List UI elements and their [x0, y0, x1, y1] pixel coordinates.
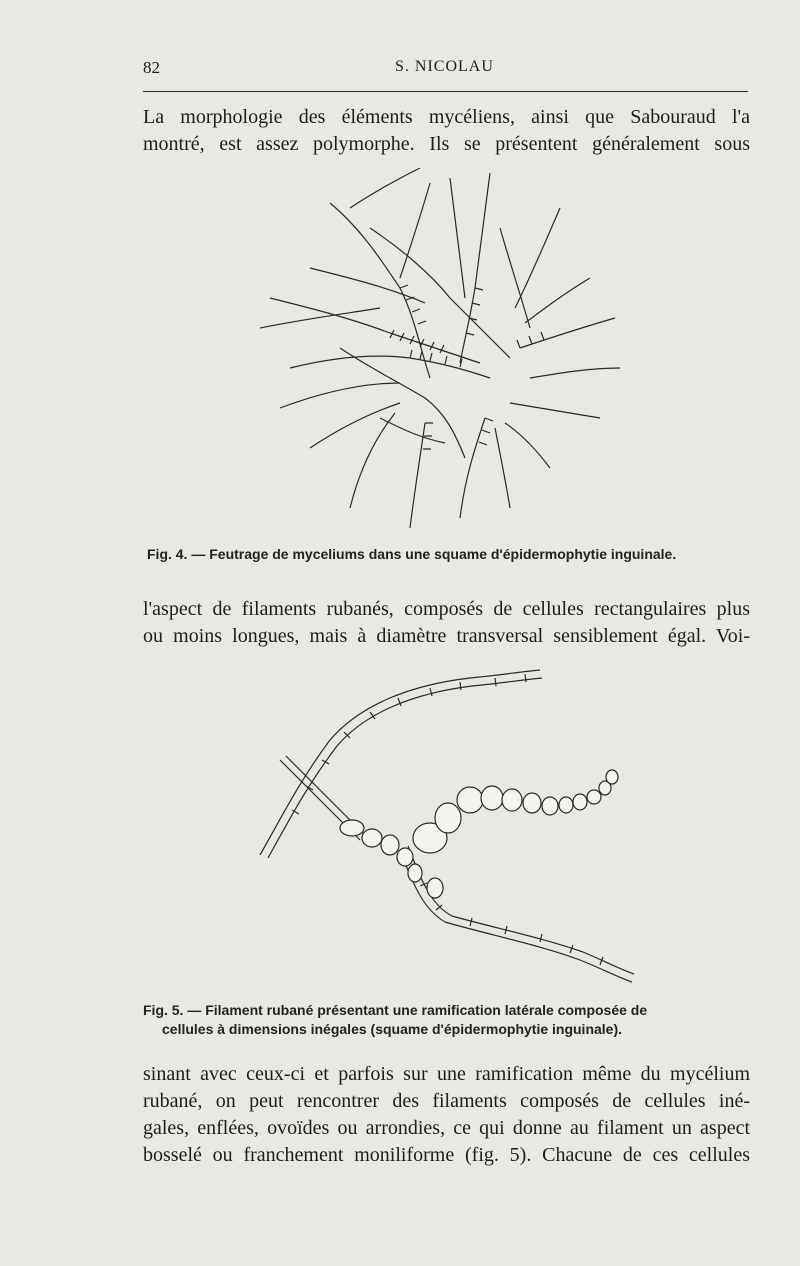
caption-line: Fig. 4. — Feutrage de myceliums dans une squame d'épidermophytie inguinale.: [147, 546, 677, 562]
paragraph-3: [143, 1061, 750, 1169]
text-line: ou moins longues, mais à diamètre transversal sensiblement égal. Voi-: [143, 625, 750, 647]
text-line: La morphologie des éléments mycéliens, ainsi que Sabouraud l'a: [143, 106, 750, 128]
figure-4-illustration: [250, 168, 630, 538]
text-line: l'aspect de filaments rubanés, composés de cellules rectangulaires plus: [143, 598, 750, 620]
caption-line: Fig. 5. — Filament rubané présentant une ramification latérale composée de: [143, 1002, 648, 1018]
page-number: 82: [143, 58, 160, 77]
text-line: montré, est assez polymorphe. Ils se présentent généralement sous: [143, 133, 750, 155]
page-header: [143, 58, 748, 82]
text-line: sinant avec ceux-ci et parfois sur une ramification même du mycélium: [143, 1063, 750, 1085]
ribbon-filament-drawing: [240, 660, 640, 990]
mycelium-felt-drawing: [250, 168, 630, 538]
text-line: rubané, on peut rencontrer des filaments composés de cellules iné-: [143, 1090, 750, 1112]
moniliform-cells: [340, 770, 618, 898]
text-line: gales, enflées, ovoïdes ou arrondies, ce qui donne au filament un aspect: [143, 1117, 750, 1139]
paragraph-1: [143, 104, 750, 158]
figure-4-caption: [147, 545, 676, 564]
hyphae-septa: [390, 285, 544, 449]
text-line: bosselé ou franchement moniliforme (fig. 5). Chacune de ces cellules: [143, 1144, 750, 1166]
hyphae-strands: [260, 168, 620, 528]
paragraph-2: [143, 596, 750, 650]
running-head: S. NICOLAU: [395, 58, 494, 75]
caption-line: cellules à dimensions inégales (squame d'épidermophytie inguinale).: [162, 1021, 623, 1037]
figure-5-caption: [143, 1001, 647, 1039]
figure-5-illustration: [240, 660, 640, 990]
header-rule: [143, 91, 748, 92]
